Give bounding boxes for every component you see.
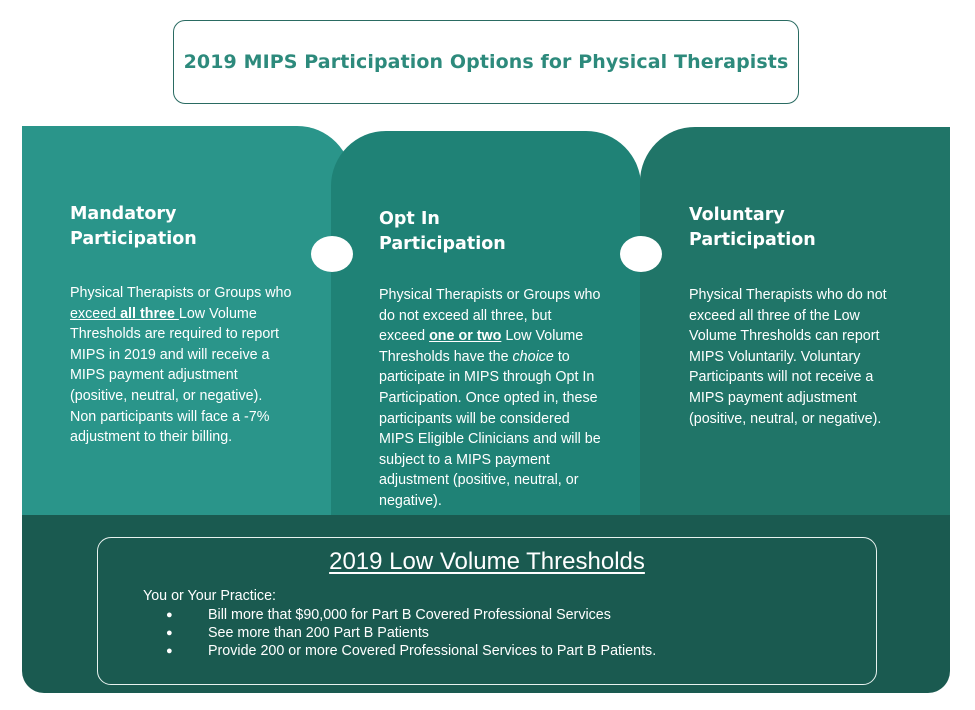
text-segment: Physical Therapists or Groups who [70, 285, 292, 301]
voluntary-participation-column [640, 127, 950, 547]
thresholds-box [97, 537, 877, 685]
bullet-icon: ● [166, 645, 173, 657]
list-item [166, 624, 656, 642]
text-segment: Low Volume Thresholds are required to report MIPS in 2019 and will receive a MIPS payment adjustment (positive, neutral, or negative). Non participants will face a -7% adjustment to their billing. [70, 305, 280, 446]
column-title-line: Participation [689, 230, 816, 250]
list-item-text: Bill more that $90,000 for Part B Covered Professional Services [208, 607, 611, 623]
text-segment-emphasis: one or two [429, 328, 502, 345]
list-item [166, 606, 656, 624]
text-segment-italic: choice [512, 348, 554, 365]
column-title-line: Mandatory [70, 204, 177, 224]
title-box [173, 20, 799, 104]
voluntary-participation-title [689, 203, 889, 253]
connector-dot [311, 236, 353, 272]
text-segment: Physical Therapists who do not exceed all three of the Low Volume Thresholds can report MIPS Voluntarily. Voluntary Participants will not receive a MIPS payment adjustment (positive, neutral, or negative). [689, 287, 887, 427]
column-title-line: Participation [379, 234, 506, 254]
text-segment: Low Volume Thresholds have the [379, 328, 584, 365]
mandatory-participation-description [70, 283, 292, 448]
column-title-line: Participation [70, 229, 197, 249]
voluntary-participation-description [689, 285, 911, 429]
thresholds-panel [22, 515, 950, 693]
thresholds-title: 2019 Low Volume Thresholds [329, 548, 645, 575]
connector-dot [620, 236, 662, 272]
list-item-text: Provide 200 or more Covered Professional Services to Part B Patients. [208, 643, 657, 659]
opt-in-participation-column [331, 131, 641, 551]
text-segment-underlined: exceed [70, 305, 121, 322]
opt-in-participation-title [379, 207, 579, 257]
page-title: 2019 MIPS Participation Options for Physical Therapists [183, 51, 789, 73]
text-segment-emphasis: all three [120, 305, 179, 322]
thresholds-intro: You or Your Practice: [143, 588, 276, 604]
list-item [166, 642, 656, 660]
mandatory-participation-column [22, 126, 352, 546]
thresholds-list [166, 606, 656, 660]
opt-in-participation-description [379, 285, 601, 512]
bullet-icon: ● [166, 609, 173, 621]
column-title-line: Voluntary [689, 205, 785, 225]
text-segment: Physical Therapists or Groups who do not exceed all three, but exceed [379, 287, 601, 345]
text-segment: to participate in MIPS through Opt In Participation. Once opted in, these participants will be considered MIPS Eligible Clinicians and will be subject to a MIPS payment adjustment (positive, neutral, or negative). [379, 348, 601, 509]
bullet-icon: ● [166, 627, 173, 639]
list-item-text: See more than 200 Part B Patients [208, 625, 429, 641]
column-title-line: Opt In [379, 209, 440, 229]
mandatory-participation-title [70, 202, 270, 252]
